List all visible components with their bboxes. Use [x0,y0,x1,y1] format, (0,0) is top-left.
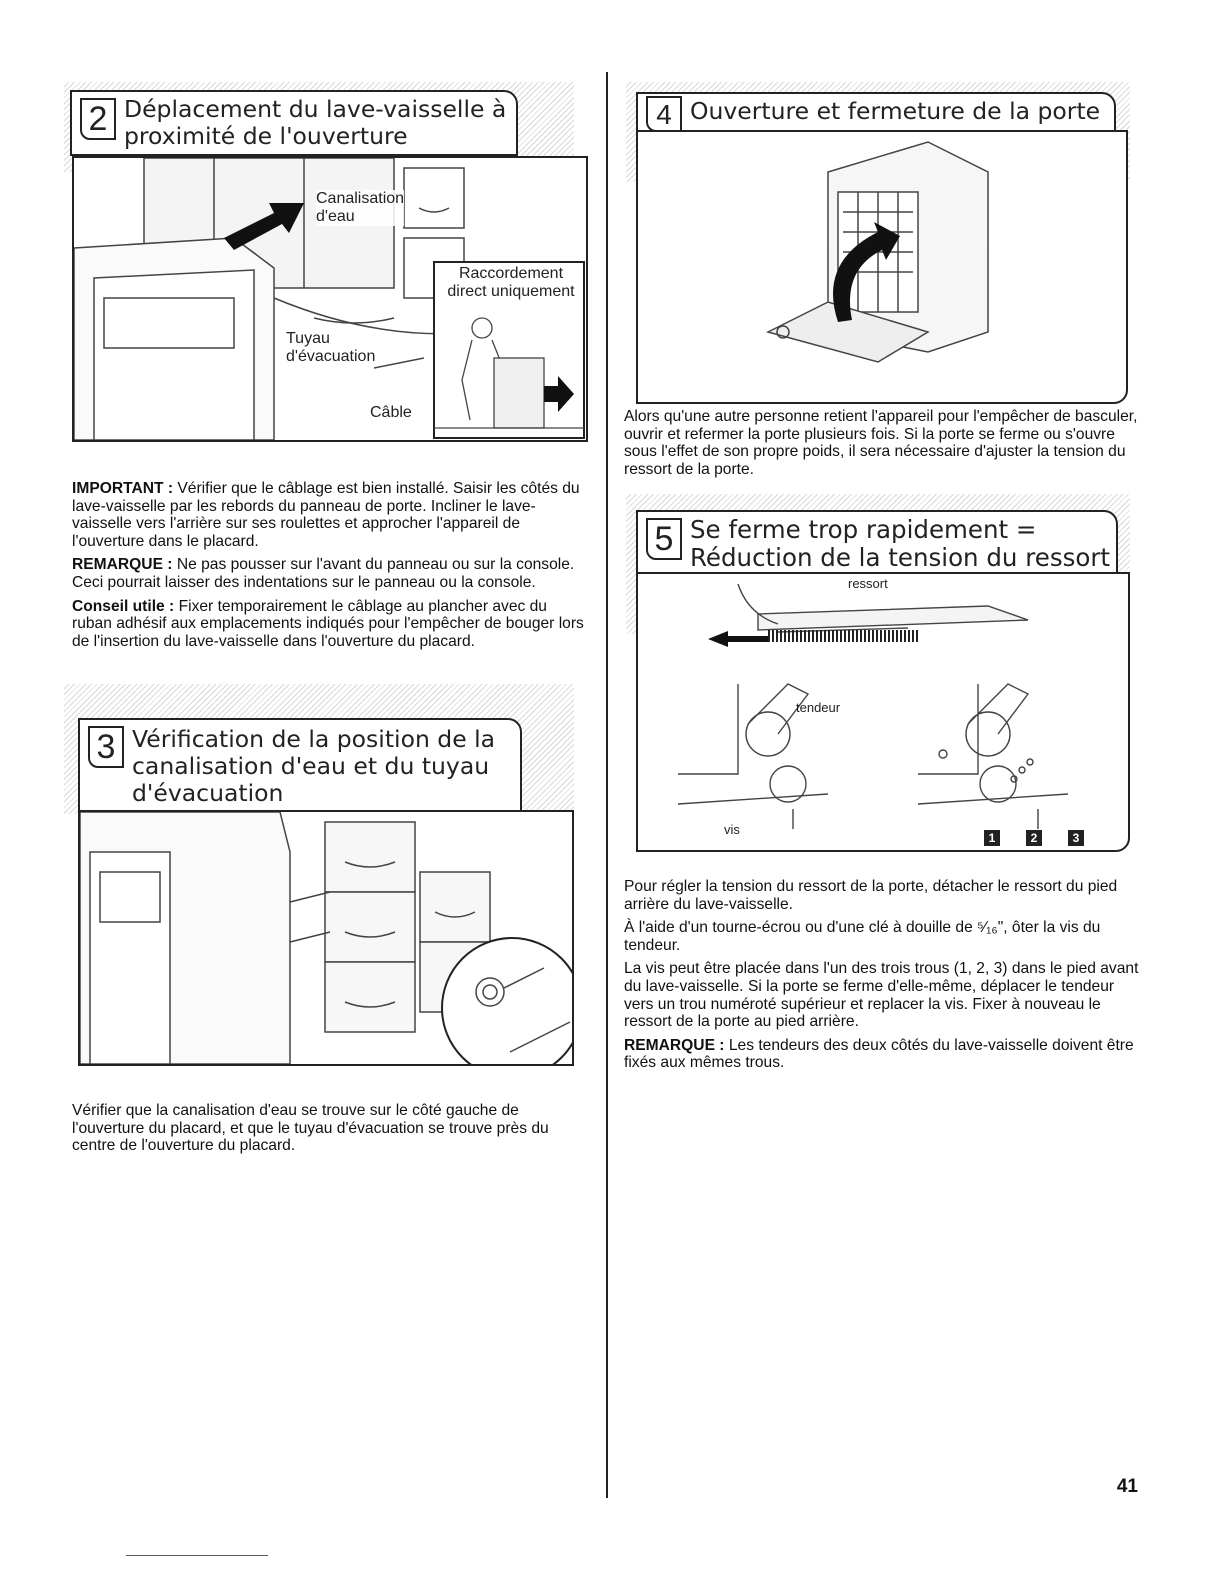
step4-text: Alors qu'une autre personne retient l'appareil pour l'empêcher de basculer, ouvrir et refermer la porte plusieurs fois. Si la porte se ferme ou s'ouvre sous l'effet de son propre poids, il sera nécessaire d'ajuster la tension du ressort de la porte. [624,408,1138,478]
step4-number: 4 [646,96,682,132]
label-tendeur: tendeur [796,700,841,715]
column-divider [606,72,608,1498]
spring-tension-drawing [638,574,1128,850]
label-raccordement: Raccordement direct uniquement [440,265,582,301]
pull-arrow-icon [708,631,768,647]
hole-3-badge: 3 [1068,830,1084,846]
step2-text: IMPORTANT : Vérifier que le câblage est bien installé. Saisir les côtés du lave-vaisselle par les rebords du panneau de porte. Incliner le lave-vaisselle vers l'arrière sur ses roulettes et approcher l'appareil de l'ouverture dans le placard. REMARQUE : Ne pas pousser sur l'avant du panneau ou sur la console. Ceci pourrait laisser des indentations sur le panneau ou la console. Conseil utile : Fixer temporairement le câblage au plancher avec du ruban adhésif aux emplacements indiqués pour l'empêcher de bouger lors de l'insertion du lave-vaisselle dans l'ouverture du placard. [72,480,584,650]
step3-title: Vérification de la position de la canalisation d'eau et du tuyau d'évacuation [132,725,496,807]
step5-illustration [636,572,1130,852]
label-vis: vis [724,822,740,837]
page-number: 41 [1116,1476,1138,1497]
step3-header [78,718,522,812]
step2-header [70,90,518,156]
water-line-position-drawing [80,812,572,1064]
step3-number: 3 [88,726,124,768]
step2-number: 2 [80,98,116,140]
step4-header [636,92,1116,134]
step2-illustration [72,156,588,442]
label-tuyau: Tuyau d'évacuation [286,330,376,365]
label-ressort: ressort [848,576,888,591]
step3-text: Vérifier que la canalisation d'eau se trouve sur le côté gauche de l'ouverture du placard, et que le tuyau d'évacuation se trouve près du centre de l'ouverture du placard. [72,1102,549,1155]
step2-title: Déplacement du lave-vaisselle à proximité de l'ouverture [124,95,507,150]
label-cable: Câble [370,404,412,421]
step4-title: Ouverture et fermeture de la porte [690,97,1101,125]
step4-illustration [636,130,1128,404]
step5-number: 5 [646,518,682,560]
step3-illustration [78,810,574,1066]
footer-rule [126,1555,268,1556]
hole-2-badge: 2 [1026,830,1042,846]
label-canalisation: Canalisation d'eau [316,190,405,225]
step5-header [636,510,1118,576]
door-open-close-drawing [638,132,1126,402]
hole-1-badge: 1 [984,830,1000,846]
step5-title: Se ferme trop rapidement = Réduction de la tension du ressort [690,515,1111,572]
step5-text: Pour régler la tension du ressort de la porte, détacher le ressort du pied arrière du lave-vaisselle. À l'aide d'un tourne-écrou ou d'une clé à douille de ⁵⁄₁₆", ôter la vis du tendeur. La vis peut être placée dans l'un des trois trous (1, 2, 3) dans le pied avant du lave-vaisselle. Si la porte se ferme d'elle-même, déplacer le tendeur vers un trou numéroté supérieur et replacer la vis. Fixer à nouveau le ressort de la porte au pied arrière. REMARQUE : Les tendeurs des deux côtés du lave-vaisselle doivent être fixés aux mêmes trous. [624,878,1139,1072]
